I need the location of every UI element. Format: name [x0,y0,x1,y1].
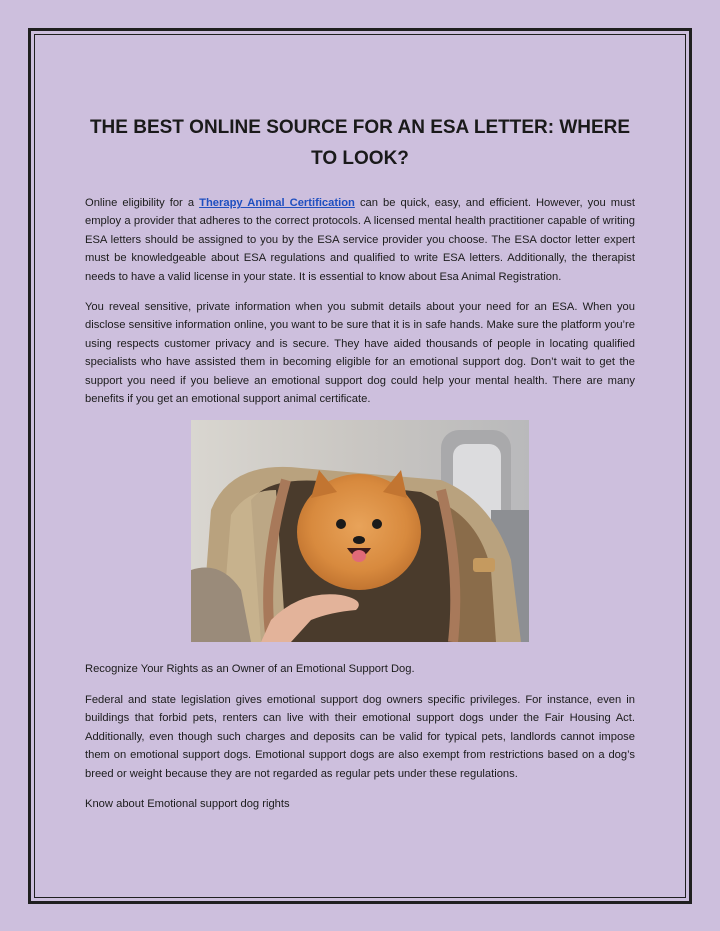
dog-photo-illustration [191,420,529,642]
intro-text-after-link: can be quick, easy, and efficient. However, you must employ a provider that adheres to the correct protocols. A licensed mental health practitioner capable of writing ESA letters should be assigned to you by the ESA service provider you choose. The ESA doctor letter expert must be knowledgeable about ESA regulations and qualified to write ESA letters. Additionally, the therapist needs to have a valid license in your state. It is essential to know about Esa Animal Registration. [85,197,635,283]
intro-text-before-link: Online eligibility for a [85,197,200,209]
document-body [85,112,635,825]
paragraph-intro [85,194,635,286]
therapy-animal-certification-link[interactable]: Therapy Animal Certification [199,197,355,209]
paragraph-rights: Federal and state legislation gives emotional support dog owners specific privileges. For instance, even in buildings that forbid pets, renters can live with their emotional support dogs under the Fair Housing Act. Additionally, even though such charges and deposits can be valid for typical pets, landlords cannot impose them on emotional support dogs. Emotional support dogs are also exempt from restrictions based on a dog’s breed or weight because they are not regarded as regular pets under these regulations. [85,693,635,780]
dog-in-carrier-photo [191,420,529,642]
document-title: THE BEST ONLINE SOURCE FOR AN ESA LETTER: WHERE TO LOOK? [89,117,631,169]
paragraph-know-rights: Know about Emotional support dog rights [85,797,290,810]
paragraph-privacy: You reveal sensitive, private information when you submit details about your need for an ESA. When you disclose sensitive information online, you want to be sure that it is in safe hands. Make sure the platform you’re using respects customer privacy and is secure. They have aided thousands of people in locating qualified specialists who have assisted them in becoming eligible for an emotional support dog. Don’t wait to get the support you need if you believe an emotional support dog could help your mental health. There are many benefits if you get an emotional support animal certificate. [85,301,635,406]
paragraph-rights-heading: Recognize Your Rights as an Owner of an Emotional Support Dog. [85,663,415,676]
